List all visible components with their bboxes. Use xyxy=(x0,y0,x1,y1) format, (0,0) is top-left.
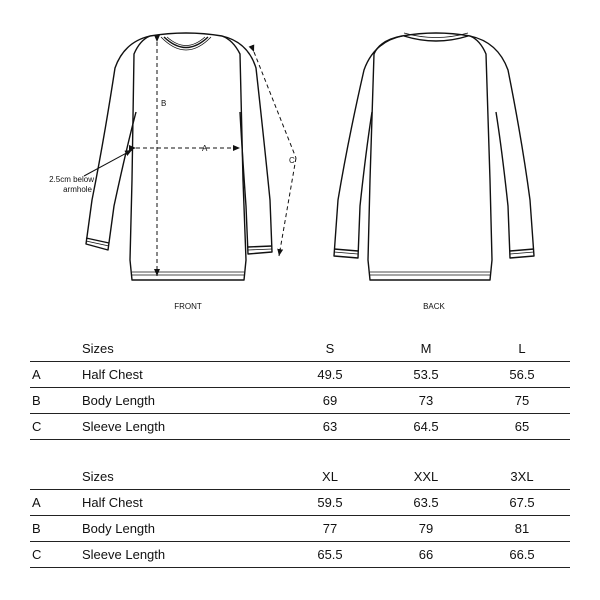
row-label: Half Chest xyxy=(82,495,143,510)
row-value: 65.5 xyxy=(317,547,343,562)
row-code: A xyxy=(32,495,41,510)
size-table-2 xyxy=(30,463,570,568)
header-size: M xyxy=(420,340,432,356)
row-label: Half Chest xyxy=(82,367,143,382)
row-label: Sleeve Length xyxy=(82,547,166,562)
table-row xyxy=(30,542,570,568)
row-value: 66 xyxy=(418,547,434,562)
row-label: Sleeve Length xyxy=(82,419,166,434)
row-value: 56.5 xyxy=(509,367,535,382)
row-label: Body Length xyxy=(82,393,156,408)
table-row xyxy=(30,490,570,516)
table-header-row xyxy=(30,335,570,362)
row-value: 66.5 xyxy=(509,547,535,562)
header-size: L xyxy=(518,340,526,356)
row-value: 59.5 xyxy=(317,495,343,510)
measure-c-label: C xyxy=(289,156,295,165)
table-row xyxy=(30,362,570,388)
row-code: B xyxy=(32,521,41,536)
header-label: Sizes xyxy=(82,340,114,356)
row-value: 79 xyxy=(418,521,434,536)
front-label: FRONT xyxy=(174,302,202,311)
row-value: 75 xyxy=(514,393,530,408)
row-value: 53.5 xyxy=(413,367,439,382)
header-code xyxy=(30,463,82,490)
row-code: A xyxy=(32,367,41,382)
table-row xyxy=(30,388,570,414)
header-size: XL xyxy=(322,468,338,484)
measure-b-label: B xyxy=(161,99,167,108)
header-size: 3XL xyxy=(510,468,534,484)
row-value: 63 xyxy=(322,419,338,434)
table-row xyxy=(30,414,570,440)
row-value: 65 xyxy=(514,419,530,434)
row-code: C xyxy=(32,547,42,562)
size-table-1 xyxy=(30,335,570,440)
back-label: BACK xyxy=(423,302,445,311)
back-shirt-drawing xyxy=(334,33,534,280)
row-label: Body Length xyxy=(82,521,156,536)
note-line-2: armhole xyxy=(63,185,92,194)
note-pointer-line xyxy=(84,150,132,176)
row-value: 49.5 xyxy=(317,367,343,382)
row-value: 69 xyxy=(322,393,338,408)
row-value: 67.5 xyxy=(509,495,535,510)
note-line-1: 2.5cm below xyxy=(49,175,94,184)
row-value: 64.5 xyxy=(413,419,439,434)
row-value: 77 xyxy=(322,521,338,536)
front-shirt-drawing xyxy=(86,33,272,280)
row-code: B xyxy=(32,393,41,408)
header-code xyxy=(30,335,82,362)
measure-a-label: A xyxy=(202,144,208,153)
row-value: 63.5 xyxy=(413,495,439,510)
row-value: 73 xyxy=(418,393,434,408)
table-header-row xyxy=(30,463,570,490)
row-code: C xyxy=(32,419,42,434)
table-row xyxy=(30,516,570,542)
header-size: XXL xyxy=(413,468,439,484)
row-value: 81 xyxy=(514,521,530,536)
header-label: Sizes xyxy=(82,468,114,484)
header-size: S xyxy=(325,340,335,356)
